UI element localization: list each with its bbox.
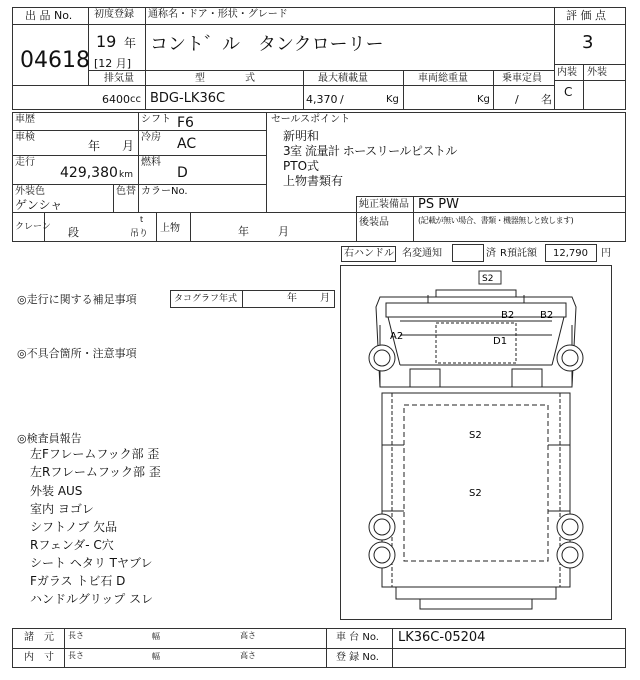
upper-year-unit: 年	[238, 225, 249, 238]
vehicle-name-label: 通称名・ドア・形状・グレード	[148, 9, 288, 20]
inspector-label: ◎検査員報告	[17, 432, 82, 445]
grade-value: 3	[582, 32, 594, 53]
grade-label: 評 価 点	[566, 9, 606, 22]
upper-month-unit: 月	[278, 225, 289, 238]
spec-length-label: 長さ	[68, 631, 84, 640]
inspector-line-9: ハンドルグリップ スレ	[30, 592, 154, 606]
capacity-unit: 名	[541, 93, 552, 106]
mileage-label: 走行	[15, 157, 35, 168]
spec-label: 諸 元	[24, 632, 54, 643]
interior-label: 内装	[557, 67, 577, 78]
defects-label: ◎不具合箇所・注意事項	[17, 347, 137, 360]
inspector-line-1: 左Fフレームフック部 歪	[30, 447, 160, 461]
gross-weight-unit: Kg	[477, 94, 490, 105]
inspector-line-8: Fガラス トビ石 D	[30, 574, 126, 588]
recycle-label: R預託額	[500, 248, 537, 259]
dim-height-label: 高さ	[240, 651, 256, 660]
reg-label: 登 録 No.	[336, 652, 379, 663]
chassis-label: 車 台 No.	[336, 632, 379, 643]
mark-b2-center: B2	[501, 310, 515, 321]
sales-line-1: 新明和	[283, 129, 320, 143]
handle-value: 右ハンドル	[344, 248, 394, 259]
lot-no-label: 出 品 No.	[25, 9, 73, 22]
interior-grade: C	[564, 85, 573, 99]
mark-d1: D1	[493, 336, 508, 347]
spec-height-label: 高さ	[240, 631, 256, 640]
upper-label: 上物	[160, 223, 180, 234]
inspector-line-6: Rフェンダ- C穴	[30, 538, 114, 552]
meihen-label: 名変通知	[402, 248, 442, 259]
sales-line-4: 上物書類有	[283, 174, 344, 188]
history-label: 車歴	[15, 114, 35, 125]
ac-label: 冷房	[141, 132, 161, 143]
capacity-label: 乗車定員	[502, 73, 542, 84]
inspector-line-2: 左Rフレームフック部 歪	[30, 465, 161, 479]
spec-width-label: 幅	[152, 632, 160, 641]
chassis-no: LK36C-05204	[398, 630, 486, 645]
gross-weight-label: 車両総重量	[418, 73, 468, 84]
dim-label: 内 寸	[24, 652, 54, 663]
displacement-label: 排気量	[104, 73, 134, 84]
fuel-value: D	[177, 165, 188, 181]
mark-a2: A2	[390, 331, 404, 342]
fuel-label: 燃料	[141, 157, 161, 168]
sales-line-3: PTO式	[283, 159, 320, 173]
max-load-unit: Kg	[386, 94, 399, 105]
lot-no: 04618	[20, 48, 90, 73]
mark-s2-top: S2	[482, 274, 494, 284]
shift-value: F6	[177, 115, 194, 131]
inspector-line-3: 外装 AUS	[30, 484, 83, 498]
inspection-month-unit: 月	[122, 139, 135, 153]
option-note: (記載が無い場合、書類・機器無しと致します)	[418, 216, 574, 225]
crane-label: クレーン	[15, 222, 51, 232]
crane-ton-unit: t	[140, 215, 144, 224]
truck-damage-diagram	[340, 265, 612, 620]
crane-hang-unit: 吊り	[130, 229, 149, 239]
recycle-prefix: 済	[486, 248, 496, 259]
max-load-label: 最大積載量	[318, 73, 368, 84]
mark-b2-right: B2	[540, 310, 554, 321]
mileage-unit: km	[119, 170, 133, 180]
shift-label: シフト	[141, 114, 171, 125]
dim-width-label: 幅	[152, 652, 160, 661]
mark-s2-body-rear: S2	[469, 488, 482, 499]
displacement-value: 6400	[102, 93, 130, 106]
equipment-value: PS PW	[418, 197, 459, 212]
model-value: BDG-LK36C	[150, 91, 226, 106]
color-value: ゲンシャ	[15, 198, 63, 212]
inspection-label: 車検	[15, 132, 35, 143]
tachograph-month-unit: 月	[320, 293, 330, 304]
exterior-label: 外装	[587, 67, 607, 78]
meihen-box	[452, 244, 484, 262]
ac-value: AC	[177, 136, 197, 152]
color-code-label: 色替	[116, 186, 136, 197]
displacement-unit: cc	[130, 94, 141, 105]
supplement-label: ◎走行に関する補足事項	[17, 293, 137, 306]
max-load-sep: /	[340, 93, 344, 106]
color-label: 外装色	[15, 186, 45, 197]
inspector-line-4: 室内 ヨゴレ	[30, 502, 94, 516]
inspector-line-7: シート ヘタリ Tヤブレ	[30, 556, 153, 570]
color-no-label: カラーNo.	[141, 186, 188, 197]
sales-line-2: 3室 流量計 ホースリールピストル	[283, 144, 457, 158]
tachograph-label: タコグラフ年式	[174, 294, 238, 304]
option-label: 後装品	[359, 217, 389, 228]
inspection-year-unit: 年	[88, 139, 101, 153]
year-unit: 年	[124, 36, 137, 50]
first-reg-year: 19	[96, 32, 117, 51]
model-label: 型 式	[195, 73, 255, 84]
inspector-line-5: シフトノブ 欠品	[30, 520, 118, 534]
recycle-value: 12,790	[553, 248, 588, 259]
capacity-sep: /	[515, 93, 519, 106]
first-reg-month: [12 月]	[94, 57, 132, 70]
sales-point-label: セールスポイント	[271, 114, 351, 125]
mark-s2-body-front: S2	[469, 430, 482, 441]
recycle-unit: 円	[601, 248, 611, 259]
max-load-value: 4,370	[306, 93, 338, 106]
first-reg-label: 初度登録	[94, 9, 134, 20]
dim-length-label: 長さ	[68, 651, 84, 660]
vehicle-name: コント゛ル タンクローリー	[150, 34, 384, 55]
mileage-value: 429,380	[60, 165, 118, 181]
crane-step-unit: 段	[68, 226, 79, 239]
equipment-label: 純正装備品	[359, 199, 409, 210]
tachograph-year-unit: 年	[287, 293, 297, 304]
